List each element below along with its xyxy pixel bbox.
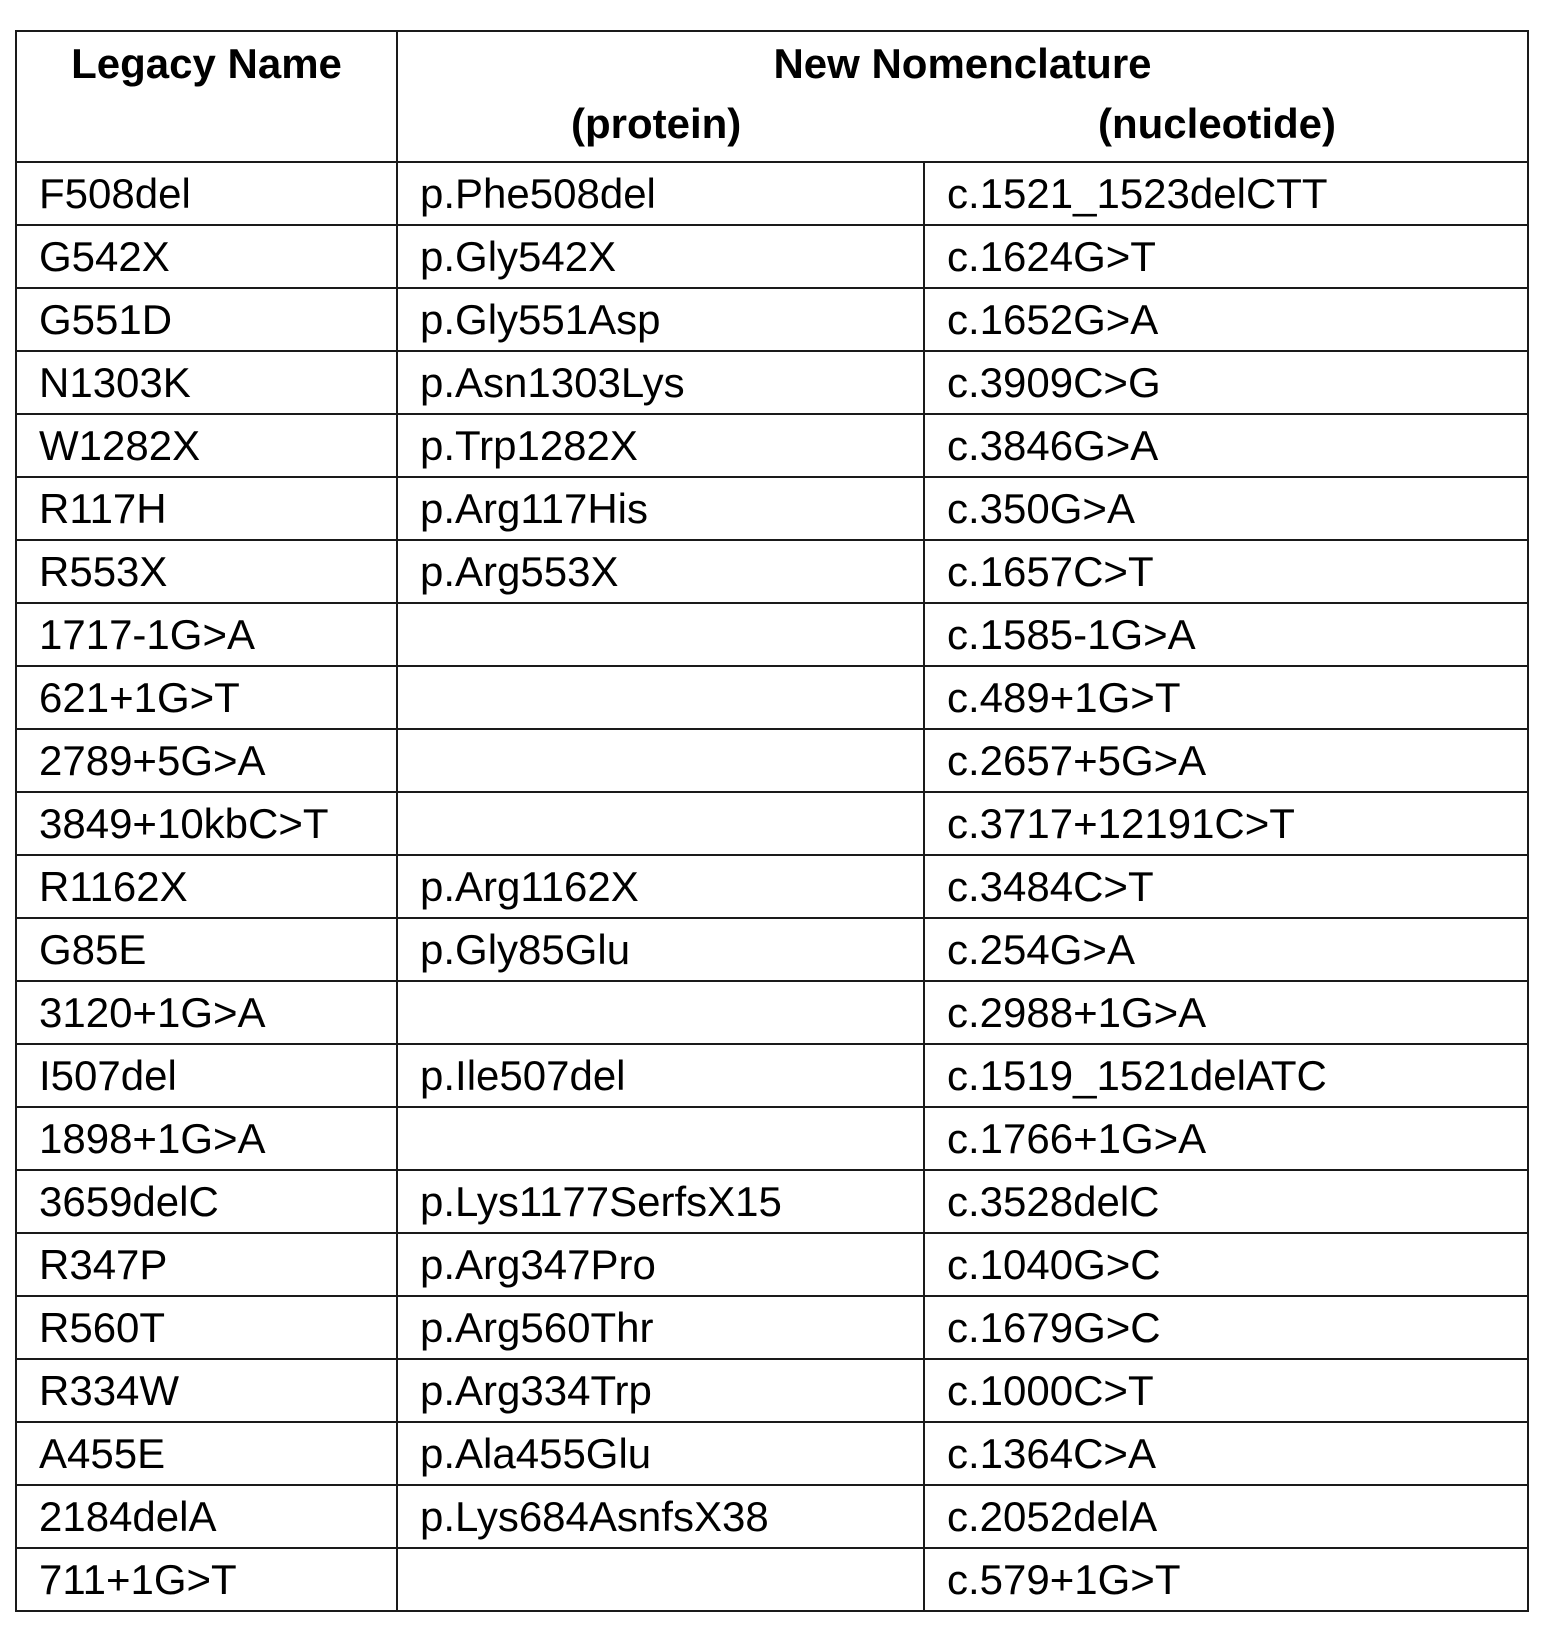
protein-cell: p.Arg117His xyxy=(397,477,924,540)
nucleotide-subheader: (nucleotide) xyxy=(1098,100,1336,147)
protein-cell: p.Phe508del xyxy=(397,162,924,225)
protein-cell: p.Arg553X xyxy=(397,540,924,603)
nucleotide-cell: c.579+1G>T xyxy=(924,1548,1528,1611)
legacy-name-cell: 3120+1G>A xyxy=(16,981,397,1044)
legacy-name-cell: 711+1G>T xyxy=(16,1548,397,1611)
legacy-name-cell: A455E xyxy=(16,1422,397,1485)
table-row xyxy=(16,603,1528,666)
protein-cell: p.Lys684AsnfsX38 xyxy=(397,1485,924,1548)
protein-cell: p.Gly542X xyxy=(397,225,924,288)
legacy-name-cell: W1282X xyxy=(16,414,397,477)
legacy-name-cell: R117H xyxy=(16,477,397,540)
protein-cell: p.Arg347Pro xyxy=(397,1233,924,1296)
nucleotide-cell: c.2052delA xyxy=(924,1485,1528,1548)
table-body xyxy=(16,162,1528,1611)
nucleotide-cell: c.1624G>T xyxy=(924,225,1528,288)
protein-cell xyxy=(397,729,924,792)
nucleotide-cell: c.1521_1523delCTT xyxy=(924,162,1528,225)
legacy-name-cell: 3849+10kbC>T xyxy=(16,792,397,855)
nucleotide-cell: c.1519_1521delATC xyxy=(924,1044,1528,1107)
legacy-name-cell: I507del xyxy=(16,1044,397,1107)
protein-subheader: (protein) xyxy=(571,100,742,147)
table-row xyxy=(16,981,1528,1044)
protein-cell: p.Gly551Asp xyxy=(397,288,924,351)
nucleotide-cell: c.1766+1G>A xyxy=(924,1107,1528,1170)
nucleotide-cell: c.1657C>T xyxy=(924,540,1528,603)
legacy-name-cell: R334W xyxy=(16,1359,397,1422)
nucleotide-cell: c.1585-1G>A xyxy=(924,603,1528,666)
protein-cell xyxy=(397,1548,924,1611)
protein-cell: p.Asn1303Lys xyxy=(397,351,924,414)
legacy-name-cell: G551D xyxy=(16,288,397,351)
legacy-name-cell: 3659delC xyxy=(16,1170,397,1233)
table-row xyxy=(16,1107,1528,1170)
nucleotide-cell: c.3846G>A xyxy=(924,414,1528,477)
nucleotide-cell: c.2988+1G>A xyxy=(924,981,1528,1044)
protein-cell: p.Lys1177SerfsX15 xyxy=(397,1170,924,1233)
table-row xyxy=(16,792,1528,855)
legacy-name-cell: N1303K xyxy=(16,351,397,414)
mutation-nomenclature-table xyxy=(15,30,1529,1612)
legacy-name-cell: 1898+1G>A xyxy=(16,1107,397,1170)
nucleotide-cell: c.1000C>T xyxy=(924,1359,1528,1422)
table-row xyxy=(16,1359,1528,1422)
protein-cell: p.Gly85Glu xyxy=(397,918,924,981)
legacy-name-cell: F508del xyxy=(16,162,397,225)
table-row xyxy=(16,414,1528,477)
table-row xyxy=(16,666,1528,729)
table-row xyxy=(16,1233,1528,1296)
nucleotide-cell: c.489+1G>T xyxy=(924,666,1528,729)
new-nomenclature-title: New Nomenclature xyxy=(773,40,1152,87)
legacy-name-cell: 1717-1G>A xyxy=(16,603,397,666)
protein-cell xyxy=(397,981,924,1044)
mutation-nomenclature-table-container xyxy=(15,30,1527,1612)
nucleotide-cell: c.3528delC xyxy=(924,1170,1528,1233)
table-row xyxy=(16,1170,1528,1233)
nucleotide-cell: c.1679G>C xyxy=(924,1296,1528,1359)
protein-cell: p.Arg560Thr xyxy=(397,1296,924,1359)
table-row xyxy=(16,1044,1528,1107)
protein-cell: p.Trp1282X xyxy=(397,414,924,477)
nucleotide-cell: c.3717+12191C>T xyxy=(924,792,1528,855)
table-row xyxy=(16,351,1528,414)
legacy-name-cell: 621+1G>T xyxy=(16,666,397,729)
legacy-name-cell: G85E xyxy=(16,918,397,981)
legacy-name-cell: 2789+5G>A xyxy=(16,729,397,792)
legacy-name-cell: R1162X xyxy=(16,855,397,918)
legacy-name-cell: R347P xyxy=(16,1233,397,1296)
table-row xyxy=(16,162,1528,225)
new-nomenclature-header xyxy=(397,31,1528,162)
legacy-name-header: Legacy Name xyxy=(16,31,397,162)
nucleotide-cell: c.2657+5G>A xyxy=(924,729,1528,792)
protein-cell xyxy=(397,603,924,666)
protein-cell: p.Ile507del xyxy=(397,1044,924,1107)
table-row xyxy=(16,288,1528,351)
protein-cell xyxy=(397,666,924,729)
nucleotide-cell: c.1364C>A xyxy=(924,1422,1528,1485)
protein-cell xyxy=(397,792,924,855)
legacy-name-cell: 2184delA xyxy=(16,1485,397,1548)
table-row xyxy=(16,729,1528,792)
nucleotide-cell: c.254G>A xyxy=(924,918,1528,981)
nucleotide-cell: c.350G>A xyxy=(924,477,1528,540)
table-row xyxy=(16,477,1528,540)
table-row xyxy=(16,225,1528,288)
header-row xyxy=(16,31,1528,162)
nucleotide-cell: c.1652G>A xyxy=(924,288,1528,351)
legacy-name-cell: R560T xyxy=(16,1296,397,1359)
legacy-name-cell: R553X xyxy=(16,540,397,603)
nucleotide-cell: c.3909C>G xyxy=(924,351,1528,414)
table-row xyxy=(16,1548,1528,1611)
protein-cell: p.Ala455Glu xyxy=(397,1422,924,1485)
table-row xyxy=(16,855,1528,918)
table-row xyxy=(16,918,1528,981)
table-row xyxy=(16,1296,1528,1359)
protein-cell xyxy=(397,1107,924,1170)
protein-cell: p.Arg1162X xyxy=(397,855,924,918)
table-row xyxy=(16,1422,1528,1485)
nucleotide-cell: c.1040G>C xyxy=(924,1233,1528,1296)
table-row xyxy=(16,540,1528,603)
table-row xyxy=(16,1485,1528,1548)
protein-cell: p.Arg334Trp xyxy=(397,1359,924,1422)
nucleotide-cell: c.3484C>T xyxy=(924,855,1528,918)
legacy-name-cell: G542X xyxy=(16,225,397,288)
